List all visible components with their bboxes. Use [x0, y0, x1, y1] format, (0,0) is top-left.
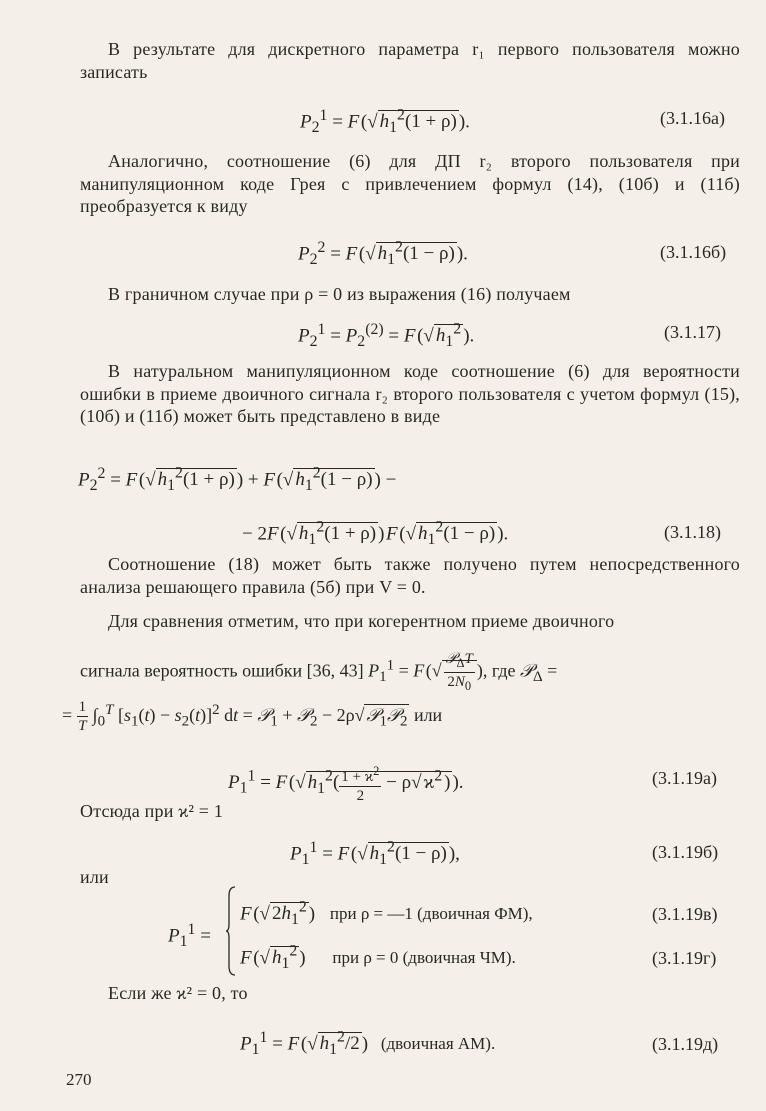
equation-note: (двоичная АМ). — [380, 1034, 496, 1054]
equation-3-1-16b: $P_2^2 = F$ (√ $h_1^2(1 - \rho)$ ). — [298, 239, 468, 269]
page-number: 270 — [66, 1070, 92, 1089]
equation-label: (3.1.16б) — [660, 242, 727, 262]
equation-label: (3.1.17) — [664, 322, 721, 342]
equation-3-1-19a: $P_1^1 = F$ (√ $h_1^2$( $\frac{1 + ϰ^2}{2}$ − ρ√ $ϰ^2$ ) ). — [228, 764, 464, 804]
left-brace — [226, 886, 236, 976]
equation-note: при ρ = —1 (двоичная ФМ), — [329, 904, 533, 924]
equation-3-1-16a: $P_2^1 = F$ (√ $h_1^2(1 + \rho)$ ). — [300, 107, 470, 137]
equation-3-1-19g: F (√ $h_1^2$ ) при ρ = 0 (двоичная ЧМ). — [240, 943, 516, 973]
equation-label: (3.1.16а) — [660, 108, 725, 128]
equation-3-1-19b: $P_1^1 = F$ (√ $h_1^2(1 - \rho)$ ), — [290, 839, 460, 869]
equation-label: (3.1.18) — [664, 522, 721, 542]
paragraph-6-text-c: или — [413, 705, 443, 725]
paragraph-8: или — [80, 867, 109, 887]
paragraph-6-line-1: Для сравнения отметим, что при когерентном приеме двоичного — [108, 611, 615, 631]
equation-label: (3.1.19д) — [652, 1034, 719, 1054]
paragraph-4: В натуральном манипуляционном коде соотношение (6) для вероятности ошибки в приеме двоичного сигнала r₂ второго пользователя с учетом формул (15), (10б) и (11б) может быть представлено в виде — [80, 361, 740, 426]
paragraph-6-line-2: сигнала вероятность ошибки [36, 43] $P_1^1 = F$ (√ $\frac{𝒫_\Delta T}{2N_0}$ ), где 𝒫$_\Delta$ = — [80, 651, 558, 693]
equation-3-1-19v: F (√ $2h_1^2$ ) при ρ = —1 (двоичная ФМ), — [240, 899, 533, 929]
paragraph-6-text-b: , где — [482, 660, 516, 681]
equation-label: (3.1.19б) — [652, 842, 719, 862]
equation-3-1-18-line-2: − 2F (√ $h_1^2(1 + \rho)$ ) F (√ $h_1^2(1 - \rho)$ ). — [242, 519, 509, 549]
paragraph-2: Аналогично, соотношение (6) для ДП r₂ второго пользователя при манипуляционном коде Грея с привлечением формул (14), (10б) и (11б) преобразуется к виду — [80, 151, 740, 216]
paragraph-1: В результате для дискретного параметра r₁ первого пользователя можно записать — [80, 39, 740, 82]
equation-3-1-19d: $P_1^1 = F$ (√ $h_1^2/2$ ) (двоичная АМ). — [240, 1029, 496, 1059]
equation-note: при ρ = 0 (двоичная ЧМ). — [332, 948, 516, 968]
equation-label: (3.1.19в) — [652, 904, 718, 924]
paragraph-9: Если же ϰ² = 0, то — [108, 983, 248, 1003]
paragraph-7: Отсюда при ϰ² = 1 — [80, 801, 224, 821]
equation-label: (3.1.19г) — [652, 948, 717, 968]
paragraph-6-line-3: = $\frac{1}{T}$ $\int_0^T$ $[s_1(t) - s_2(t)]^2$ dt = 𝒫$_1$ + 𝒫$_2$ − 2ρ√ 𝒫$_1$𝒫$_2$ или — [62, 699, 443, 735]
paragraph-6-text-a: сигнала вероятность ошибки [36, 43] — [80, 660, 364, 681]
equation-3-1-18-line-1: $P_2^2 = F$ (√ $h_1^2(1 + \rho)$ ) + F (√ $h_1^2(1 - \rho)$ ) − — [78, 465, 397, 495]
paragraph-3: В граничном случае при ρ = 0 из выражения (16) получаем — [108, 284, 571, 304]
equation-label: (3.1.19а) — [652, 768, 717, 788]
paragraph-5: Соотношение (18) может быть также получено путем непосредственного анализа решающего правила (5б) при V = 0. — [80, 554, 740, 597]
equation-3-1-17: $P_2^1 = P_2^{(2)} = F$ (√ $h_1^2$ ). — [298, 321, 475, 351]
equation-3-1-19-lhs: $P_1^1$ = — [168, 921, 211, 951]
